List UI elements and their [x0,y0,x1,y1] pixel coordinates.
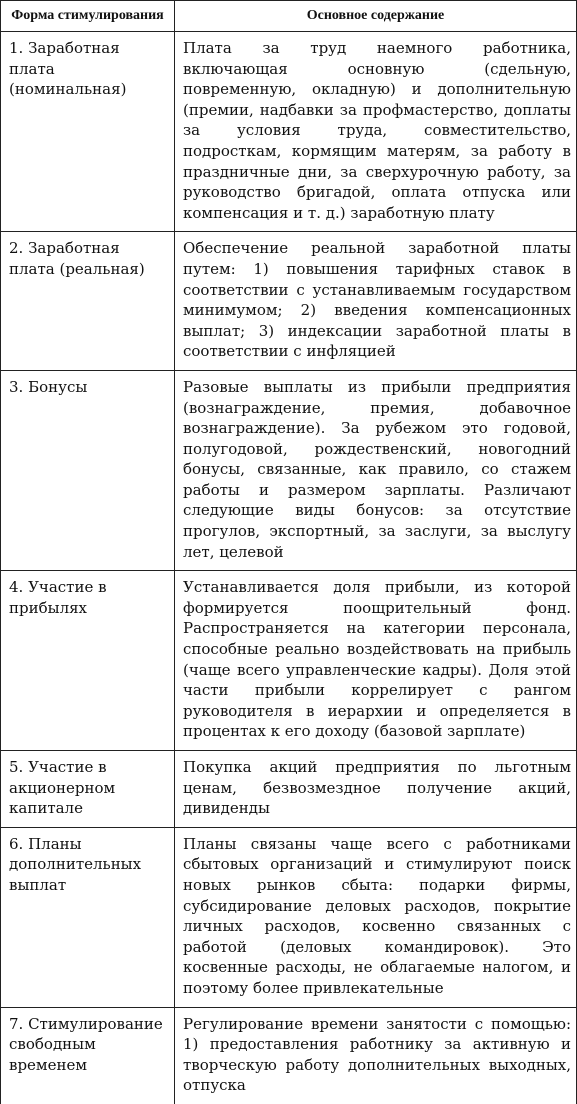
table-row [1,1007,577,1104]
row-form-cell: 6. Планы дополнительных выплат [1,827,175,1007]
table-row [1,232,577,371]
table-row [1,571,577,751]
row-form-cell: 7. Стимулирование свободным временем [1,1007,175,1104]
table-header-row [1,1,577,32]
row-content-cell: Обеспечение реальной заработной платы путем: 1) повышения тарифных ставок в соответствии с устанавливаемым государством минимумом; 2) введения компенсационных выплат; 3) индексации заработной платы в соответствии с инфляцией [175,232,577,371]
row-form-cell: 3. Бонусы [1,370,175,570]
row-content-cell: Планы связаны чаще всего с работниками сбытовых организаций и стимулируют поиск новых рынков сбыта: подарки фирмы, субсидирование деловых расходов, покрытие личных расходов, косвенно связанных с работой (деловых командировок). Это косвенные расходы, не облагаемые налогом, и поэтому более привлекательные [175,827,577,1007]
table-row [1,370,577,570]
row-content-cell: Регулирование времени занятости с помощью: 1) предоставления работнику за активную и творческую работу дополнительных выходных, отпуска [175,1007,577,1104]
row-form-cell: 2. Заработная плата (реальная) [1,232,175,371]
row-form-cell: 1. Заработная плата (номинальная) [1,32,175,232]
row-content-cell: Плата за труд наемного работника, включающая основную (сдельную, повременную, окладную) и дополнительную (премии, надбавки за профмастерство, доплаты за условия труда, совместительство, подросткам, кормящим матерям, за работу в праздничные дни, за сверхурочную работу, за руководство бригадой, оплата отпуска или компенсация и т. д.) заработную плату [175,32,577,232]
row-content-cell: Разовые выплаты из прибыли предприятия (вознаграждение, премия, добавочное вознаграждение). За рубежом это годовой, полугодовой, рождественский, новогодний бонусы, связанные, как правило, со стажем работы и размером зарплаты. Различают следующие виды бонусов: за отсутствие прогулов, экспортный, за заслуги, за выслугу лет, целевой [175,370,577,570]
table-row [1,827,577,1007]
table-row [1,32,577,232]
header-form: Форма стимулирования [1,1,175,32]
row-form-cell: 5. Участие в акционерном капитале [1,751,175,828]
table-row [1,751,577,828]
row-content-cell: Покупка акций предприятия по льготным ценам, безвозмездное получение акций, дивиденды [175,751,577,828]
header-content: Основное содержание [175,1,577,32]
row-content-cell: Устанавливается доля прибыли, из которой формируется поощрительный фонд. Распространяется на категории персонала, способные реально воздействовать на прибыль (чаще всего управленческие кадры). Доля этой части прибыли коррелирует с рангом руководителя в иерархии и определяется в процентах к его доходу (базовой зарплате) [175,571,577,751]
row-form-cell: 4. Участие в прибылях [1,571,175,751]
